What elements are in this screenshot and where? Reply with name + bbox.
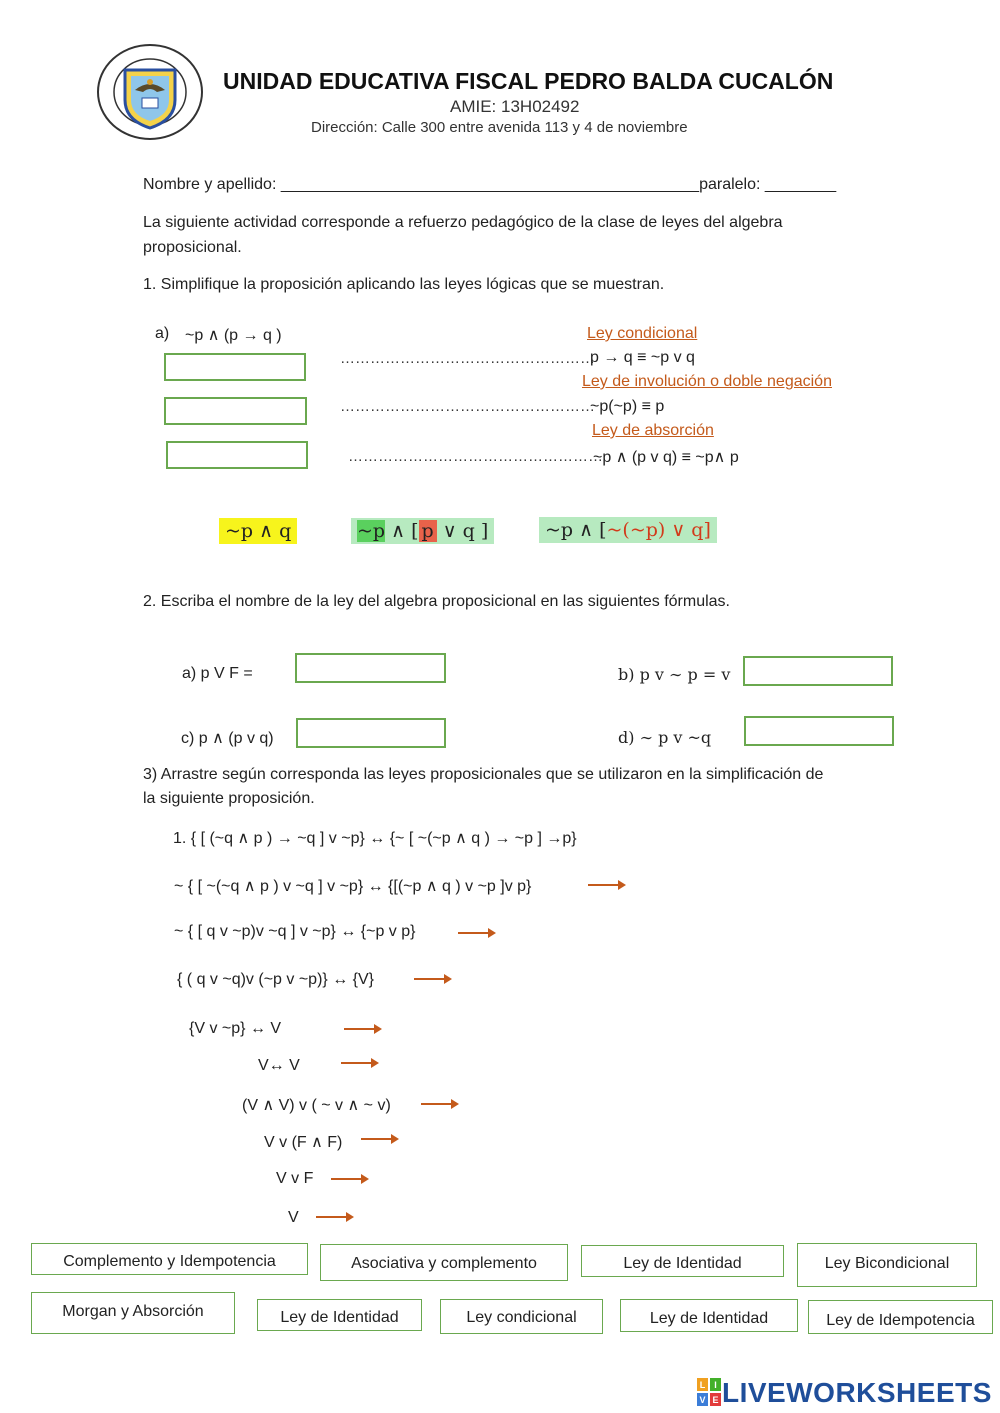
amie-code: AMIE: 13H02492 xyxy=(450,97,580,116)
arrow-icon xyxy=(414,978,450,980)
arrow-icon xyxy=(361,1138,397,1140)
q1-dots-1: …………………………………………… xyxy=(340,350,595,367)
q1-dots-2: …………………………………………… xyxy=(340,398,595,415)
q1-answer-box-3[interactable] xyxy=(166,441,308,469)
step-2-part-2: ∧ [ xyxy=(385,520,419,542)
q3-line-9: V v F xyxy=(276,1170,314,1187)
q3-instruction-2: la siguiente proposición. xyxy=(143,790,315,807)
drag-chip-ley-condicional[interactable]: Ley condicional xyxy=(440,1299,603,1334)
step-chip-2[interactable] xyxy=(351,518,494,544)
q1-item-label: a) xyxy=(155,325,170,342)
step-3-part-3: ∨ q] xyxy=(665,519,711,541)
law-name-double-negation: Ley de involución o doble negación xyxy=(582,373,832,390)
q3-line-7: (V ∧ V) v ( ~ v ∧ ~ v) xyxy=(242,1097,391,1114)
q3-instruction-1: 3) Arrastre según corresponda las leyes proposicionales que se utilizaron en la simplificación de xyxy=(143,766,824,783)
svg-text:L: L xyxy=(699,1380,706,1390)
step-chip-3[interactable] xyxy=(539,517,717,543)
drag-chip-ley-idempotencia[interactable]: Ley de Idempotencia xyxy=(808,1300,993,1334)
intro-line-1: La siguiente actividad corresponde a refuerzo pedagógico de la clase de leyes del algebra xyxy=(143,214,783,231)
law-name-conditional: Ley condicional xyxy=(587,325,698,342)
name-blank[interactable]: _______________________________________________ xyxy=(280,176,700,193)
school-seal xyxy=(95,42,205,142)
step-3-part-2: ~(~p) xyxy=(606,519,666,541)
drag-chip-ley-identidad-2[interactable]: Ley de Identidad xyxy=(257,1299,422,1331)
law-formula-absorption: ~p ∧ (p v q) ≡ ~p∧ p xyxy=(593,449,739,466)
drag-chip-ley-bicondicional[interactable]: Ley Bicondicional xyxy=(797,1243,977,1287)
q3-line-5: {V v ~p} ↔ V xyxy=(189,1020,282,1037)
svg-text:I: I xyxy=(714,1380,717,1390)
intro-line-2: proposicional. xyxy=(143,239,242,256)
q3-line-8: V v (F ∧ F) xyxy=(264,1134,343,1151)
q3-line-3: ~ { [ q v ~p)v ~q ] v ~p} ↔ {~p v p} xyxy=(174,923,416,940)
liveworksheets-logo xyxy=(697,1378,721,1406)
svg-text:V: V xyxy=(699,1395,706,1405)
q1-instruction: 1. Simplifique la proposición aplicando las leyes lógicas que se muestran. xyxy=(143,276,665,293)
drag-chip-complemento-idempotencia[interactable]: Complemento y Idempotencia xyxy=(31,1243,308,1275)
step-3-part-1: ~p ∧ [ xyxy=(545,519,607,541)
section-label: paralelo: xyxy=(699,176,765,193)
q1-proposition: ~p ∧ (p → q ) xyxy=(185,327,282,344)
drag-chip-ley-identidad-1[interactable]: Ley de Identidad xyxy=(581,1245,784,1277)
arrow-icon xyxy=(344,1028,380,1030)
name-label: Nombre y apellido: xyxy=(143,176,281,193)
step-2-part-3: p xyxy=(419,520,437,542)
q2-item-a: a) p V F = xyxy=(182,665,253,682)
arrow-icon xyxy=(588,884,624,886)
drag-chip-ley-identidad-3[interactable]: Ley de Identidad xyxy=(620,1299,798,1332)
arrow-icon xyxy=(458,932,494,934)
q2-instruction: 2. Escriba el nombre de la ley del algebra proposicional en las siguientes fórmulas. xyxy=(143,593,730,610)
q2-item-b: b) p v ∼ p = v xyxy=(618,665,731,684)
q3-line-2: ~ { [ ~(~q ∧ p ) v ~q ] v ~p} ↔ {[(~p ∧ q ) v ~p ]v p} xyxy=(174,878,532,895)
q3-line-1: 1. { [ (~q ∧ p ) → ~q ] v ~p} ↔ {~ [ ~(~p ∧ q ) → ~p ] →p} xyxy=(173,830,577,847)
drag-chip-morgan-absorcion[interactable]: Morgan y Absorción xyxy=(31,1292,235,1334)
q2-answer-a[interactable] xyxy=(295,653,446,683)
q2-answer-c[interactable] xyxy=(296,718,446,748)
q2-answer-b[interactable] xyxy=(743,656,893,686)
step-chip-1[interactable] xyxy=(219,518,297,544)
arrow-icon xyxy=(331,1178,367,1180)
q3-line-4: { ( q v ~q)v (~p v ~p)} ↔ {V} xyxy=(177,971,374,988)
school-address: Dirección: Calle 300 entre avenida 113 y 4 de noviembre xyxy=(311,119,688,136)
section-blank[interactable]: ________ xyxy=(764,176,837,193)
step-2-part-4: ∨ q ] xyxy=(436,520,489,542)
q1-answer-box-1[interactable] xyxy=(164,353,306,381)
q2-item-d: d) ∼ p v ~q xyxy=(618,728,712,747)
drag-chip-asociativa-complemento[interactable]: Asociativa y complemento xyxy=(320,1244,568,1281)
student-line xyxy=(143,176,836,194)
q3-line-10: V xyxy=(288,1209,299,1226)
law-name-absorption: Ley de absorción xyxy=(592,422,714,439)
arrow-icon xyxy=(316,1216,352,1218)
law-formula-double-negation: ~p(~p) ≡ p xyxy=(590,398,665,415)
step-1-text: ~p ∧ q xyxy=(225,520,292,542)
q2-answer-d[interactable] xyxy=(744,716,894,746)
svg-text:E: E xyxy=(712,1395,719,1405)
q2-item-c: c) p ∧ (p v q) xyxy=(181,730,274,747)
q1-dots-3: …………………………………………… xyxy=(348,448,603,465)
arrow-icon xyxy=(341,1062,377,1064)
seal-icon xyxy=(95,42,205,142)
law-formula-conditional: p → q ≡ ~p v q xyxy=(590,349,695,366)
school-name: UNIDAD EDUCATIVA FISCAL PEDRO BALDA CUCALÓN xyxy=(223,68,834,94)
q1-answer-box-2[interactable] xyxy=(164,397,307,425)
q3-line-6: V↔ V xyxy=(258,1057,300,1074)
arrow-icon xyxy=(421,1103,457,1105)
footer-brand: LIVEWORKSHEETS xyxy=(722,1377,992,1408)
step-2-part-1: ~p xyxy=(357,520,386,542)
liveworksheets-logo-icon xyxy=(697,1378,721,1406)
